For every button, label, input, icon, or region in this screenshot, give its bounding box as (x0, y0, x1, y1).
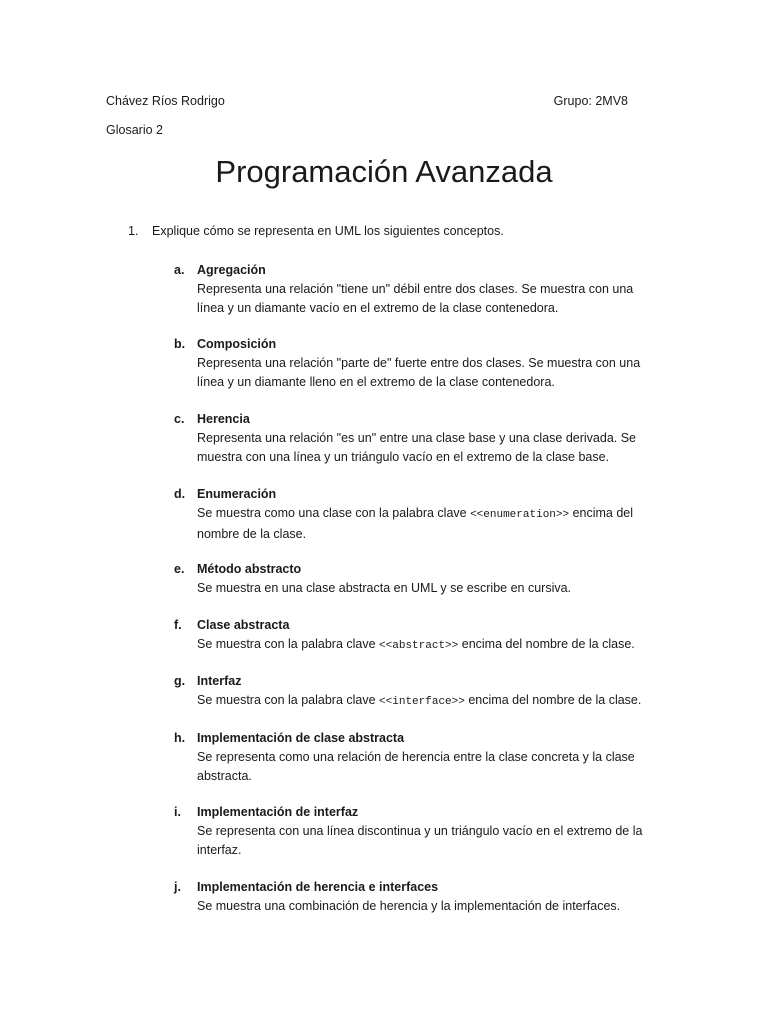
item-description: Representa una relación "tiene un" débil entre dos clases. Se muestra con una línea y un diamante vacío en el extremo de la clase contenedora. (197, 282, 634, 315)
glossary-item-implementacion-interfaz (174, 803, 654, 860)
glossary-item-herencia (174, 410, 654, 467)
document-subtitle: Glosario 2 (106, 123, 163, 137)
item-description: Se muestra en una clase abstracta en UML y se escribe en cursiva. (197, 581, 572, 595)
item-letter: b. (174, 337, 186, 351)
glossary-item-agregacion (174, 261, 654, 318)
glossary-item-implementacion-clase-abstracta (174, 729, 654, 786)
keyword-interface: <<interface>> (379, 696, 465, 708)
item-letter: d. (174, 487, 186, 501)
item-term: Composición (197, 337, 277, 351)
page-title: Programación Avanzada (215, 154, 553, 189)
item-description: Se muestra como una clase con la palabra clave <<enumeration>> encima del nombre de la clase. (197, 506, 634, 541)
item-description: Se representa con una línea discontinua y un triángulo vacío en el extremo de la interfaz. (197, 824, 643, 857)
glossary-item-herencia-interfaces (174, 878, 654, 916)
glossary-item-composicion (174, 335, 654, 392)
item-letter: g. (174, 674, 186, 688)
glossary-item-clase-abstracta (174, 616, 654, 656)
item-description: Se muestra con la palabra clave <<abstract>> encima del nombre de la clase. (197, 637, 635, 652)
keyword-enumeration: <<enumeration>> (470, 509, 570, 521)
item-term: Método abstracto (197, 562, 302, 576)
item-letter: c. (174, 412, 185, 426)
item-term: Herencia (197, 412, 250, 426)
item-term: Implementación de herencia e interfaces (197, 880, 439, 894)
header-row (106, 92, 628, 110)
item-description: Representa una relación "es un" entre una clase base y una clase derivada. Se muestra con una línea y un triángulo vacío en el extremo de la clase base. (197, 431, 637, 464)
item-term: Interfaz (197, 674, 242, 688)
item-description: Representa una relación "parte de" fuerte entre dos clases. Se muestra con una línea y un diamante lleno en el extremo de la clase contenedora. (197, 356, 641, 389)
item-letter: f. (174, 618, 182, 632)
item-letter: h. (174, 731, 186, 745)
question-number: 1. (128, 224, 139, 238)
item-letter: a. (174, 263, 185, 277)
item-description: Se representa como una relación de herencia entre la clase concreta y la clase abstracta. (197, 750, 635, 783)
keyword-abstract: <<abstract>> (379, 640, 459, 652)
item-letter: i. (174, 805, 181, 819)
glossary-item-interfaz (174, 672, 654, 712)
group-label: Grupo: 2MV8 (553, 94, 628, 108)
item-description: Se muestra una combinación de herencia y la implementación de interfaces. (197, 899, 621, 913)
item-description: Se muestra con la palabra clave <<interface>> encima del nombre de la clase. (197, 693, 642, 708)
item-letter: j. (174, 880, 181, 894)
item-term: Clase abstracta (197, 618, 290, 632)
question-1 (128, 222, 504, 240)
glossary-item-metodo-abstracto (174, 560, 654, 598)
item-letter: e. (174, 562, 185, 576)
glossary-item-enumeracion (174, 485, 654, 544)
author-name: Chávez Ríos Rodrigo (106, 94, 225, 108)
item-term: Implementación de interfaz (197, 805, 359, 819)
question-text: Explique cómo se representa en UML los siguientes conceptos. (152, 224, 504, 238)
item-term: Enumeración (197, 487, 277, 501)
item-term: Implementación de clase abstracta (197, 731, 405, 745)
item-term: Agregación (197, 263, 266, 277)
